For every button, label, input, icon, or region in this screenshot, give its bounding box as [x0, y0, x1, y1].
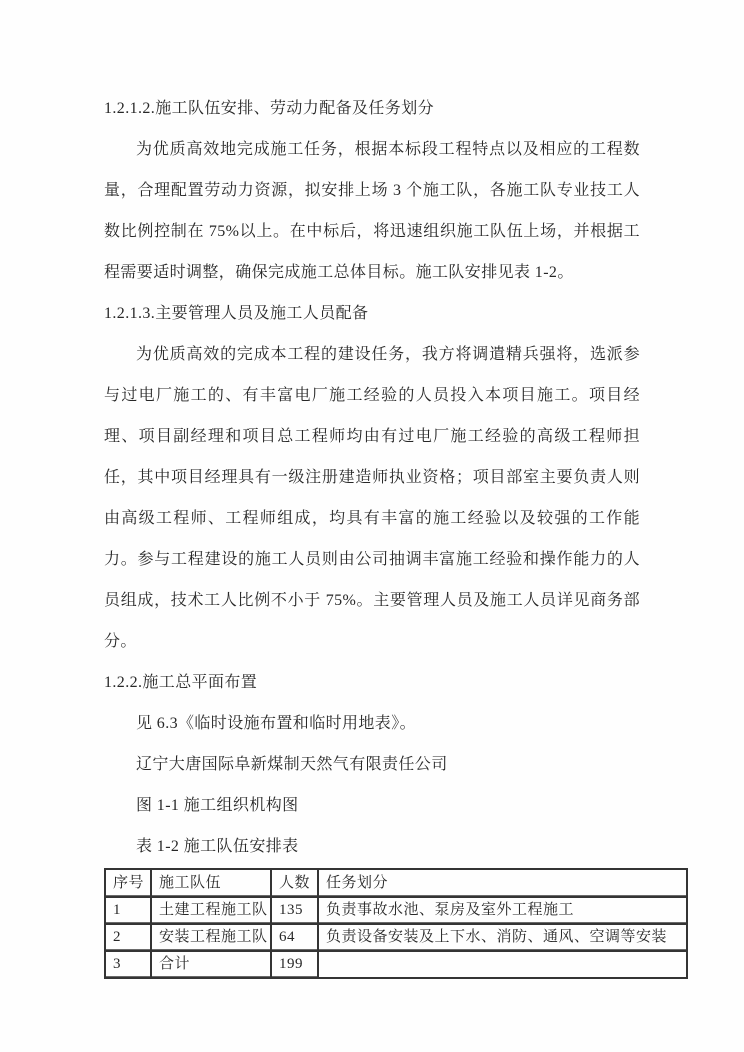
document-content — [104, 88, 668, 979]
column-header-tasks-label: 任务划分 — [319, 871, 686, 896]
construction-team-table — [104, 868, 688, 979]
cell-headcount: 135 — [271, 897, 318, 924]
column-header-serial-label: 序号 — [106, 871, 150, 896]
column-header-team — [151, 869, 271, 897]
paragraph-team-arrangement: 为优质高效地完成施工任务，根据本标段工程特点以及相应的工程数量，合理配置劳动力资源，拟安排上场 3 个施工队，各施工队专业技工人数比例控制在 75%以上。在中标后，将迅速组织施工队伍上场，并根据工程需要适时调整，确保完成施工总体目标。施工队安排见表 1-2。 — [104, 141, 640, 281]
cell-headcount: 64 — [271, 924, 318, 951]
paragraph-layout-reference: 见 6.3《临时设施布置和临时用地表》。 — [136, 715, 417, 732]
heading-1-2-1-3: 1.2.1.3.主要管理人员及施工人员配备 — [104, 305, 369, 322]
column-header-headcount — [271, 869, 318, 897]
table-header-row — [105, 869, 687, 897]
cell-team: 土建工程施工队 — [151, 897, 271, 924]
cell-team: 合计 — [151, 951, 271, 978]
cell-tasks — [318, 951, 687, 978]
heading-1-2-1-2: 1.2.1.2.施工队伍安排、劳动力配备及任务划分 — [104, 100, 435, 117]
cell-tasks: 负责事故水池、泵房及室外工程施工 — [318, 897, 687, 924]
cell-serial: 3 — [105, 951, 151, 978]
table-row-total — [105, 951, 687, 978]
figure-caption: 图 1-1 施工组织机构图 — [136, 797, 299, 814]
cell-team: 安装工程施工队 — [151, 924, 271, 951]
table-row-civil-team — [105, 897, 687, 924]
cell-serial: 1 — [105, 897, 151, 924]
cell-headcount: 199 — [271, 951, 318, 978]
column-header-team-label: 施工队伍 — [152, 871, 270, 896]
cell-tasks: 负责设备安装及上下水、消防、通风、空调等安装 — [318, 924, 687, 951]
table-row-installation-team — [105, 924, 687, 951]
paragraph-personnel-allocation: 为优质高效的完成本工程的建设任务，我方将调遣精兵强将，选派参与过电厂施工的、有丰富电厂施工经验的人员投入本项目施工。项目经理、项目副经理和项目总工程师均由有过电厂施工经验的高级工程师担任，其中项目经理具有一级注册建造师执业资格；项目部室主要负责人则由高级工程师、工程师组成，均具有丰富的施工经验以及较强的工作能力。参与工程建设的施工人员则由公司抽调丰富施工经验和操作能力的人员组成，技术工人比例不小于 75%。主要管理人员及施工人员详见商务部分。 — [104, 346, 640, 650]
table-caption: 表 1-2 施工队伍安排表 — [136, 838, 299, 855]
company-name-line: 辽宁大唐国际阜新煤制天然气有限责任公司 — [136, 756, 448, 773]
heading-1-2-2: 1.2.2.施工总平面布置 — [104, 674, 258, 691]
column-header-tasks — [318, 869, 687, 897]
column-header-headcount-label: 人数 — [272, 871, 317, 896]
column-header-serial — [105, 869, 151, 897]
cell-serial: 2 — [105, 924, 151, 951]
